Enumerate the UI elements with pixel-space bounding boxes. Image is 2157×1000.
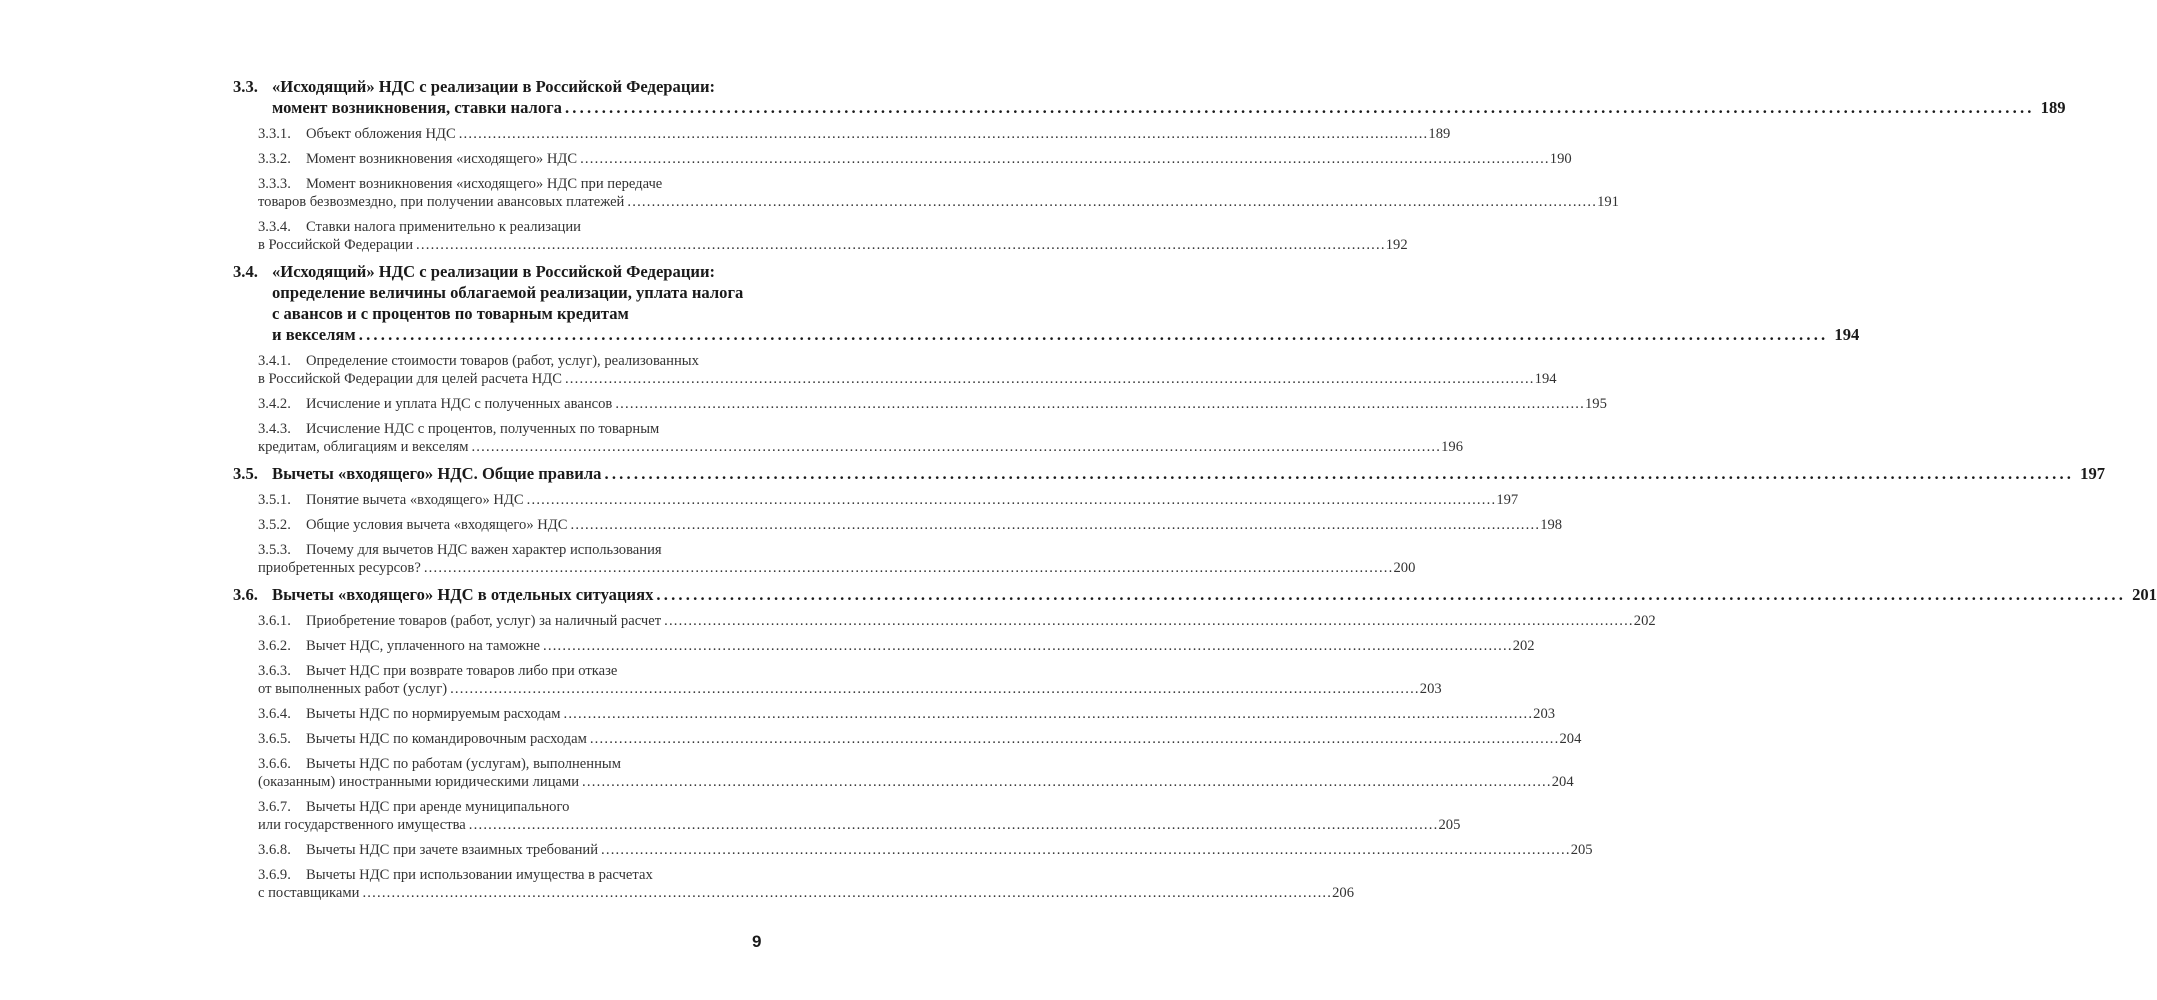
section-title: в Российской Федерации для целей расчета НДС [258, 371, 562, 387]
section-number: 3.6.9. [258, 867, 291, 883]
section-number: 3.6. [233, 585, 258, 604]
dot-leader: ........................................................................................................................................................................................................ [582, 774, 1552, 790]
toc-subsection [233, 541, 1416, 577]
toc-line [233, 884, 1355, 902]
section-title: Ставки налога применительно к реализации [306, 219, 581, 235]
toc-subsection [233, 218, 1408, 254]
toc-line [233, 370, 1557, 388]
toc-subsection [233, 175, 1619, 211]
page-ref: 197 [1496, 492, 1519, 508]
section-title: определение величины облагаемой реализации, уплата налога [272, 283, 744, 302]
section-title: Вычеты НДС по работам (услугам), выполненным [306, 756, 621, 772]
section-title: Вычет НДС при возврате товаров либо при отказе [306, 663, 618, 679]
toc-line [233, 175, 712, 193]
section-number: 3.6.4. [258, 706, 291, 722]
dot-leader: ........................................................................................................................................................................................................ [358, 325, 1829, 344]
toc-line [233, 125, 1451, 143]
section-title: Вычеты НДС при зачете взаимных требований [306, 842, 599, 858]
page-ref: 198 [1540, 517, 1563, 533]
page-ref: 195 [1585, 396, 1607, 412]
section-number: 3.4.3. [258, 421, 291, 437]
section-title: Общие условия вычета «входящего» НДС [306, 517, 568, 533]
toc-line [233, 816, 1461, 834]
section-title: «Исходящий» НДС с реализации в Российской Федерации: [272, 262, 716, 281]
toc-line [233, 662, 712, 680]
page-ref: 202 [1512, 638, 1535, 654]
section-title: товаров безвозмездно, при получении авансовых платежей [258, 194, 625, 210]
toc-line [233, 193, 1619, 211]
dot-leader: ........................................................................................................................................................................................................ [471, 439, 1442, 455]
toc-line [233, 150, 1572, 168]
section-number: 3.3.4. [258, 219, 291, 235]
section-title: Вычеты «входящего» НДС в отдельных ситуациях [272, 585, 654, 604]
toc-line [233, 541, 712, 559]
table-of-contents [233, 76, 2157, 902]
toc-line [233, 730, 1582, 748]
toc-line [233, 705, 1556, 723]
section-number: 3.5.1. [258, 492, 291, 508]
toc-line [233, 866, 712, 884]
section-title: Вычеты НДС при использовании имущества в расчетах [306, 867, 653, 883]
toc-subsection [233, 612, 1656, 630]
toc-line [233, 773, 1574, 791]
page-ref: 189 [2040, 98, 2066, 117]
section-title: Вычеты «входящего» НДС. Общие правила [272, 464, 602, 483]
toc-line [233, 516, 1563, 534]
toc-line [233, 282, 744, 303]
section-title: Определение стоимости товаров (работ, услуг), реализованных [306, 353, 699, 369]
section-title: Почему для вычетов НДС важен характер использования [306, 542, 662, 558]
dot-leader: ........................................................................................................................................................................................................ [601, 842, 1571, 858]
section-title: Вычеты НДС по нормируемым расходам [306, 706, 561, 722]
dot-leader: ........................................................................................................................................................................................................ [564, 98, 2035, 117]
section-title: с авансов и с процентов по товарным кредитам [272, 304, 629, 323]
section-number: 3.5. [233, 464, 258, 483]
toc-line [233, 680, 1442, 698]
toc-subsection [233, 798, 1461, 834]
page-ref: 191 [1597, 194, 1619, 210]
toc-line [233, 438, 1464, 456]
toc-subsection [233, 755, 1574, 791]
section-title: Вычет НДС, уплаченного на таможне [306, 638, 540, 654]
toc-section [233, 76, 2066, 118]
toc-subsection [233, 420, 1464, 456]
section-title: кредитам, облигациям и векселям [258, 439, 469, 455]
dot-leader: ........................................................................................................................................................................................................ [656, 585, 2127, 604]
toc-subsection [233, 491, 1519, 509]
toc-line [233, 352, 712, 370]
toc-line [233, 463, 2106, 484]
toc-line [233, 559, 1416, 577]
toc-section [233, 261, 1860, 345]
toc-line [233, 798, 712, 816]
dot-leader: ........................................................................................................................................................................................................ [416, 237, 1386, 253]
dot-leader: ........................................................................................................................................................................................................ [580, 151, 1550, 167]
toc-line [233, 584, 2157, 605]
toc-line [233, 76, 716, 97]
section-title: или государственного имущества [258, 817, 466, 833]
dot-leader: ........................................................................................................................................................................................................ [458, 126, 1429, 142]
section-title: от выполненных работ (услуг) [258, 681, 448, 697]
dot-leader: ........................................................................................................................................................................................................ [526, 492, 1497, 508]
section-title: Момент возникновения «исходящего» НДС при передаче [306, 176, 663, 192]
toc-line [233, 218, 712, 236]
section-number: 3.5.2. [258, 517, 291, 533]
section-title: Вычеты НДС при аренде муниципального [306, 799, 570, 815]
dot-leader: ........................................................................................................................................................................................................ [589, 731, 1560, 747]
section-number: 3.6.1. [258, 613, 291, 629]
page-ref: 192 [1385, 237, 1408, 253]
section-number: 3.6.8. [258, 842, 291, 858]
dot-leader: ........................................................................................................................................................................................................ [450, 681, 1420, 697]
toc-subsection [233, 125, 1451, 143]
toc-line [233, 612, 1656, 630]
page-number: 9 [752, 932, 762, 951]
dot-leader: ........................................................................................................................................................................................................ [468, 817, 1439, 833]
page-ref: 194 [1534, 371, 1557, 387]
dot-leader: ........................................................................................................................................................................................................ [362, 885, 1333, 901]
page-ref: 202 [1633, 613, 1656, 629]
section-title: Исчисление и уплата НДС с полученных авансов [306, 396, 613, 412]
toc-line [233, 261, 716, 282]
dot-leader: ........................................................................................................................................................................................................ [604, 464, 2075, 483]
page-ref: 205 [1438, 817, 1461, 833]
page-ref: 206 [1332, 885, 1355, 901]
dot-leader: ........................................................................................................................................................................................................ [564, 371, 1535, 387]
section-number: 3.3. [233, 77, 258, 96]
section-number: 3.6.2. [258, 638, 291, 654]
section-title: момент возникновения, ставки налога [272, 98, 562, 117]
toc-subsection [233, 395, 1607, 413]
section-title: (оказанным) иностранными юридическими лицами [258, 774, 580, 790]
page-ref: 204 [1551, 774, 1574, 790]
toc-line [233, 236, 1408, 254]
toc-line [233, 303, 712, 324]
section-title: Момент возникновения «исходящего» НДС [306, 151, 578, 167]
page-ref: 203 [1419, 681, 1442, 697]
section-number: 3.4.1. [258, 353, 291, 369]
toc-subsection [233, 150, 1572, 168]
toc-subsection [233, 637, 1535, 655]
toc-subsection [233, 352, 1557, 388]
toc-section [233, 584, 2157, 605]
section-title: с поставщиками [258, 885, 360, 901]
dot-leader: ........................................................................................................................................................................................................ [615, 396, 1585, 412]
page-ref: 190 [1549, 151, 1572, 167]
dot-leader: ........................................................................................................................................................................................................ [627, 194, 1598, 210]
section-number: 3.3.1. [258, 126, 291, 142]
section-title: приобретенных ресурсов? [258, 560, 421, 576]
section-title: и векселям [272, 325, 356, 344]
section-number: 3.5.3. [258, 542, 291, 558]
dot-leader: ........................................................................................................................................................................................................ [423, 560, 1394, 576]
section-title: Исчисление НДС с процентов, полученных по товарным [306, 421, 660, 437]
section-number: 3.3.2. [258, 151, 291, 167]
toc-subsection [233, 841, 1593, 859]
section-title: Вычеты НДС по командировочным расходам [306, 731, 587, 747]
page-ref: 203 [1533, 706, 1556, 722]
section-number: 3.4.2. [258, 396, 291, 412]
toc-line [233, 841, 1593, 859]
toc-line [233, 420, 712, 438]
page-ref: 200 [1393, 560, 1416, 576]
section-number: 3.6.5. [258, 731, 291, 747]
page-ref: 201 [2132, 585, 2157, 604]
section-title: Приобретение товаров (работ, услуг) за наличный расчет [306, 613, 662, 629]
page-ref: 204 [1559, 731, 1582, 747]
toc-subsection [233, 730, 1582, 748]
page-ref: 189 [1428, 126, 1451, 142]
section-number: 3.6.6. [258, 756, 291, 772]
section-number: 3.4. [233, 262, 258, 281]
section-title: Понятие вычета «входящего» НДС [306, 492, 524, 508]
toc-line [233, 324, 1860, 345]
dot-leader: ........................................................................................................................................................................................................ [563, 706, 1534, 722]
toc-line [233, 395, 1607, 413]
section-number: 3.6.3. [258, 663, 291, 679]
section-title: «Исходящий» НДС с реализации в Российской Федерации: [272, 77, 716, 96]
page-ref: 205 [1570, 842, 1593, 858]
page-ref: 194 [1834, 325, 1860, 344]
section-number: 3.3.3. [258, 176, 291, 192]
toc-line [233, 755, 712, 773]
toc-subsection [233, 516, 1563, 534]
page-ref: 196 [1441, 439, 1464, 455]
toc-line [233, 637, 1535, 655]
page-ref: 197 [2080, 464, 2106, 483]
toc-section [233, 463, 2106, 484]
dot-leader: ........................................................................................................................................................................................................ [570, 517, 1541, 533]
toc-subsection [233, 705, 1556, 723]
section-number: 3.6.7. [258, 799, 291, 815]
toc-line [233, 97, 2066, 118]
toc-line [233, 491, 1519, 509]
toc-subsection [233, 662, 1442, 698]
section-title: Объект обложения НДС [306, 126, 456, 142]
section-title: в Российской Федерации [258, 237, 414, 253]
toc-subsection [233, 866, 1355, 902]
dot-leader: ........................................................................................................................................................................................................ [543, 638, 1513, 654]
dot-leader: ........................................................................................................................................................................................................ [664, 613, 1634, 629]
